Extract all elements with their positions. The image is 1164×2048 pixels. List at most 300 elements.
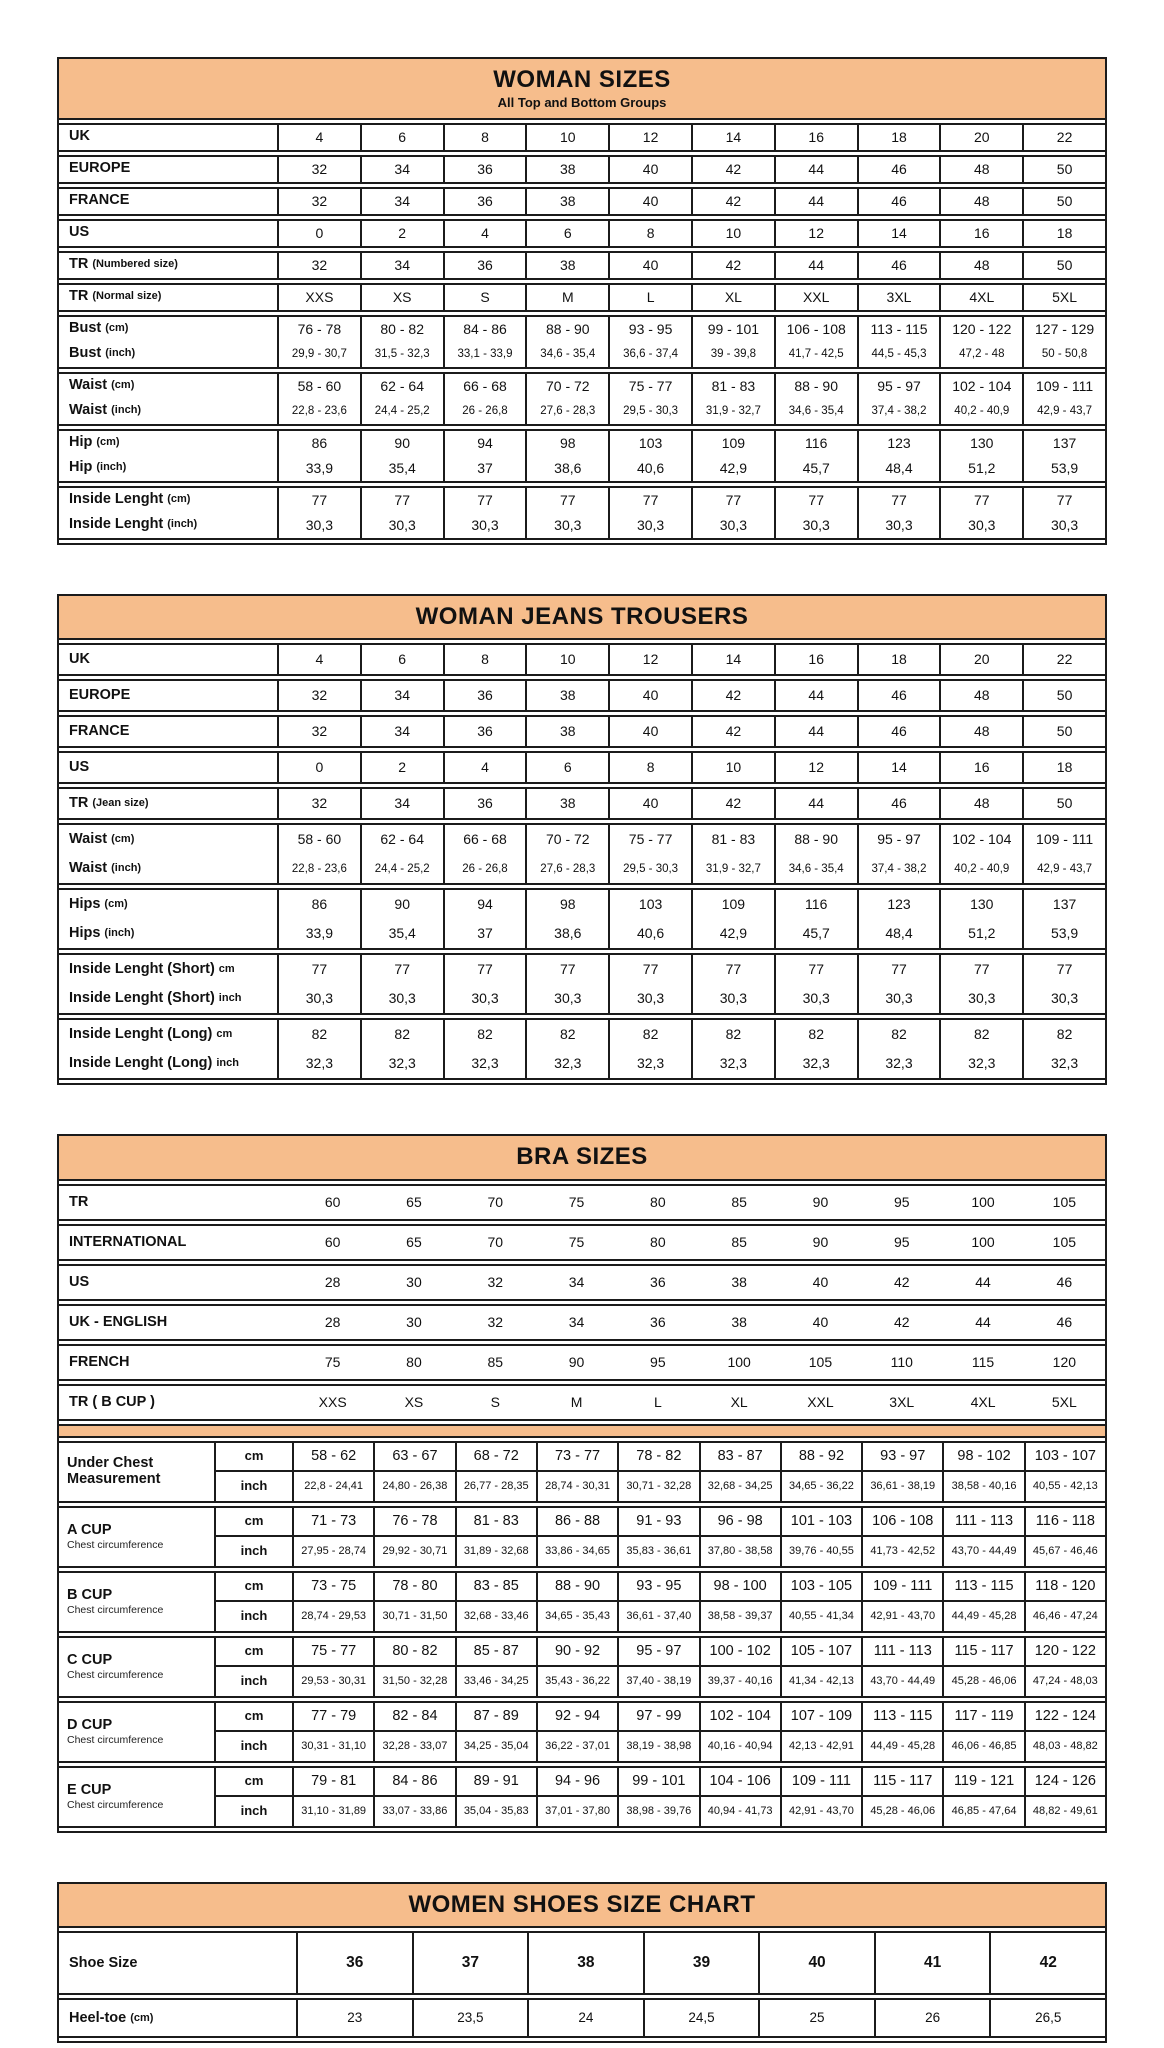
- value-cell: 90: [812, 1193, 829, 1210]
- value-cell: 37,4 - 38,2: [857, 399, 940, 424]
- value-cell: 95: [893, 1233, 910, 1250]
- value-cell: 99 - 101: [691, 317, 774, 342]
- table-row: [59, 1933, 1105, 1993]
- value-cell: 34,65 - 36,22: [780, 1472, 861, 1501]
- value-cell: 5XL: [1051, 1393, 1077, 1410]
- row-label: [59, 431, 277, 456]
- row-group: [59, 219, 1105, 248]
- value-cell: 44: [774, 681, 857, 710]
- value-cell: 38,58 - 39,37: [699, 1602, 780, 1631]
- value-cell: 30,3: [277, 513, 360, 538]
- value-cell: 34,6 - 35,4: [774, 854, 857, 883]
- value-cell: 66 - 68: [443, 374, 526, 399]
- value-cell: 84 - 86: [373, 1768, 454, 1797]
- value-cell: 32: [277, 189, 360, 214]
- value-cell: 34,6 - 35,4: [774, 399, 857, 424]
- table-row: [59, 1346, 1105, 1379]
- jeans-body: [59, 643, 1105, 1080]
- value-cell: 16: [939, 753, 1022, 782]
- value-cell: 68 - 72: [455, 1443, 536, 1472]
- value-cell: 113 - 115: [861, 1703, 942, 1732]
- row-label-main: Inside Lenght (Short): [69, 961, 215, 978]
- value-cell: 33,1 - 33,9: [443, 342, 526, 367]
- value-cell: 113 - 115: [942, 1573, 1023, 1602]
- value-cell: 100: [727, 1353, 751, 1370]
- value-cell: 82: [1022, 1020, 1105, 1049]
- value-cell: 10: [525, 645, 608, 674]
- value-cell: 36: [443, 253, 526, 278]
- row-label: [59, 1226, 292, 1259]
- value-cell: 0: [277, 753, 360, 782]
- value-cell: 51,2: [939, 456, 1022, 481]
- value-cell: 82: [525, 1020, 608, 1049]
- value-cell: 36,61 - 38,19: [861, 1472, 942, 1501]
- value-cell: 36: [443, 681, 526, 710]
- value-cell: 3XL: [857, 285, 940, 310]
- value-cell: 30,3: [277, 984, 360, 1013]
- value-cell: 82: [857, 1020, 940, 1049]
- row-group: [59, 1384, 1105, 1421]
- value-cell: 34: [568, 1313, 585, 1330]
- value-cell: 80: [406, 1353, 422, 1370]
- value-cell: 30,3: [443, 984, 526, 1013]
- value-cell: 35,83 - 36,61: [617, 1537, 698, 1566]
- value-cell: 4XL: [939, 285, 1022, 310]
- value-cell: 107 - 109: [780, 1703, 861, 1732]
- value-cell: 103: [608, 431, 691, 456]
- value-cell: 10: [525, 125, 608, 150]
- table-row: [59, 1020, 1105, 1049]
- value-cell: 84 - 86: [443, 317, 526, 342]
- cup-group: [59, 1571, 1105, 1633]
- row-label-main: TR: [69, 256, 89, 273]
- value-cell: 53,9: [1022, 456, 1105, 481]
- value-cell: 29,9 - 30,7: [277, 342, 360, 367]
- value-cell: 48: [939, 789, 1022, 818]
- value-cell: XL: [691, 285, 774, 310]
- value-cell: 103: [608, 890, 691, 919]
- value-cell: 45,67 - 46,46: [1024, 1537, 1105, 1566]
- cup-group: [59, 1506, 1105, 1568]
- value-cell: 117 - 119: [942, 1703, 1023, 1732]
- cup-label: [59, 1508, 214, 1566]
- value-cell: 50: [1022, 681, 1105, 710]
- value-cell: 6: [360, 645, 443, 674]
- value-cell: 3XL: [889, 1393, 915, 1410]
- value-cell: 10: [691, 221, 774, 246]
- table-row: [59, 125, 1105, 150]
- table-row: [59, 854, 1105, 883]
- cup-name: E CUP: [67, 1781, 112, 1798]
- value-cell: 98: [525, 890, 608, 919]
- row-label: [59, 919, 277, 948]
- value-cell: 30,3: [857, 513, 940, 538]
- value-cell: 98 - 102: [942, 1443, 1023, 1472]
- value-cell: 32,3: [939, 1049, 1022, 1078]
- value-cell: 30,3: [857, 984, 940, 1013]
- value-cell: 42,13 - 42,91: [780, 1732, 861, 1761]
- value-cell: 33,46 - 34,25: [455, 1667, 536, 1696]
- table-row: [59, 717, 1105, 746]
- value-cell: 44: [774, 189, 857, 214]
- value-cell: 86 - 88: [536, 1508, 617, 1537]
- value-cell: 22: [1022, 125, 1105, 150]
- row-label-main: US: [69, 1273, 90, 1290]
- row-label-main: UK: [69, 651, 90, 668]
- value-cell: 50: [1022, 189, 1105, 214]
- row-label-main: US: [69, 224, 90, 241]
- value-cell: 24: [527, 2000, 643, 2036]
- value-cell: 90: [568, 1353, 585, 1370]
- value-cell: 93 - 97: [861, 1443, 942, 1472]
- value-cell: 27,6 - 28,3: [525, 399, 608, 424]
- value-cell: 30,3: [360, 984, 443, 1013]
- value-cell: 27,6 - 28,3: [525, 854, 608, 883]
- row-group: [59, 283, 1105, 312]
- value-cell: 81 - 83: [691, 825, 774, 854]
- value-cell: 41,73 - 42,52: [861, 1537, 942, 1566]
- row-label-main: FRENCH: [69, 1353, 130, 1370]
- value-cell: 18: [857, 125, 940, 150]
- value-cell: 33,86 - 34,65: [536, 1537, 617, 1566]
- value-cell: 23: [296, 2000, 412, 2036]
- table-row: [59, 919, 1105, 948]
- value-cell: 42,91 - 43,70: [861, 1602, 942, 1631]
- value-cell: 46,85 - 47,64: [942, 1797, 1023, 1826]
- value-cell: 130: [939, 431, 1022, 456]
- value-cell: 32,3: [443, 1049, 526, 1078]
- value-cell: 48: [939, 253, 1022, 278]
- value-cell: 75 - 77: [608, 374, 691, 399]
- value-cell: 40,55 - 42,13: [1024, 1472, 1105, 1501]
- value-cell: 58 - 62: [292, 1443, 373, 1472]
- table-row: [59, 189, 1105, 214]
- bra-body: [59, 1184, 1105, 1828]
- row-label-main: Shoe Size: [69, 1954, 138, 1971]
- row-label: [59, 1933, 296, 1993]
- value-cell: 16: [774, 125, 857, 150]
- value-cell: 123: [857, 431, 940, 456]
- value-cell: 37,40 - 38,19: [617, 1667, 698, 1696]
- value-cell: 40,55 - 41,34: [780, 1602, 861, 1631]
- value-cell: 105 - 107: [780, 1638, 861, 1667]
- value-cell: 12: [774, 753, 857, 782]
- value-cell: 40,94 - 41,73: [699, 1797, 780, 1826]
- value-cell: 120 - 122: [939, 317, 1022, 342]
- value-cell: 36: [443, 789, 526, 818]
- value-cell: 28: [324, 1273, 341, 1290]
- value-cell: 30,3: [691, 513, 774, 538]
- row-group: [59, 679, 1105, 712]
- value-cell: 40: [608, 189, 691, 214]
- value-cell: 46: [1056, 1313, 1073, 1330]
- value-cell: 4: [277, 645, 360, 674]
- value-cell: 102 - 104: [939, 374, 1022, 399]
- value-cell: 76 - 78: [373, 1508, 454, 1537]
- value-cell: 32,3: [774, 1049, 857, 1078]
- row-label: [59, 253, 277, 278]
- value-cell: 62 - 64: [360, 825, 443, 854]
- jeans-title-band: [59, 596, 1105, 641]
- value-cell: 105: [808, 1353, 833, 1370]
- value-cell: 8: [443, 645, 526, 674]
- value-cell: 30,31 - 31,10: [292, 1732, 373, 1761]
- value-cell: 104 - 106: [699, 1768, 780, 1797]
- row-label: [59, 488, 277, 513]
- value-cell: 116: [774, 431, 857, 456]
- row-group: [59, 1224, 1105, 1261]
- row-label: [59, 1346, 292, 1379]
- value-cell: 36: [296, 1933, 412, 1993]
- cup-group: [59, 1701, 1105, 1763]
- value-cell: 18: [1022, 753, 1105, 782]
- jeans-title: WOMAN JEANS TROUSERS: [415, 602, 749, 630]
- value-cell: 38: [525, 189, 608, 214]
- value-cell: 28: [324, 1313, 341, 1330]
- value-cell: 40,2 - 40,9: [939, 854, 1022, 883]
- value-cell: 86: [277, 431, 360, 456]
- value-cell: S: [443, 285, 526, 310]
- table-row: [59, 456, 1105, 481]
- value-cell: 38: [525, 717, 608, 746]
- value-cell: 42,9: [691, 919, 774, 948]
- value-cell: 30,3: [1022, 984, 1105, 1013]
- value-cell: 42,9 - 43,7: [1022, 854, 1105, 883]
- row-label-suffix: (cm): [111, 832, 135, 845]
- value-cell: 48,03 - 48,82: [1024, 1732, 1105, 1761]
- row-label-suffix: (Numbered size): [92, 258, 178, 271]
- cup-label: [59, 1573, 214, 1631]
- cup-label: [59, 1638, 214, 1696]
- row-group: [59, 715, 1105, 748]
- value-cell: 22,8 - 24,41: [292, 1472, 373, 1501]
- table-row: [59, 253, 1105, 278]
- value-cell: 30,3: [691, 984, 774, 1013]
- value-cell: 83 - 85: [455, 1573, 536, 1602]
- row-label-main: Waist: [69, 860, 108, 877]
- table-row: [59, 789, 1105, 818]
- row-label-main: Waist: [69, 831, 108, 848]
- value-cell: 48,4: [857, 456, 940, 481]
- row-label-main: Inside Lenght (Long): [69, 1055, 213, 1072]
- value-cell: 77: [939, 955, 1022, 984]
- cup-label: [59, 1768, 214, 1826]
- value-cell: 44: [774, 253, 857, 278]
- value-cell: 30,3: [360, 513, 443, 538]
- row-group: [59, 372, 1105, 426]
- row-label: [59, 1306, 292, 1339]
- row-label-main: UK - ENGLISH: [69, 1313, 168, 1330]
- value-cell: 18: [1022, 221, 1105, 246]
- value-cell: 12: [774, 221, 857, 246]
- value-cell: 32: [277, 681, 360, 710]
- row-label-main: EUROPE: [69, 687, 131, 704]
- table-row: [59, 1186, 1105, 1219]
- value-cell: 32: [277, 157, 360, 182]
- unit-cm-label: cm: [214, 1443, 292, 1472]
- value-cell: 93 - 95: [617, 1573, 698, 1602]
- value-cell: 22,8 - 23,6: [277, 399, 360, 424]
- woman-sizes-subtitle: All Top and Bottom Groups: [497, 94, 667, 110]
- value-cell: 26 - 26,8: [443, 854, 526, 883]
- value-cell: 103 - 105: [780, 1573, 861, 1602]
- value-cell: 26,77 - 28,35: [455, 1472, 536, 1501]
- value-cell: 32,3: [857, 1049, 940, 1078]
- table-row: [59, 317, 1105, 342]
- unit-cm-label: cm: [214, 1508, 292, 1537]
- cup-name: D CUP: [67, 1716, 113, 1733]
- value-cell: 30,3: [774, 513, 857, 538]
- value-cell: 100 - 102: [699, 1638, 780, 1667]
- value-cell: 32,3: [691, 1049, 774, 1078]
- value-cell: 66 - 68: [443, 825, 526, 854]
- value-cell: 29,53 - 30,31: [292, 1667, 373, 1696]
- value-cell: 20: [939, 125, 1022, 150]
- row-label-suffix: inch: [216, 1056, 239, 1069]
- value-cell: 122 - 124: [1024, 1703, 1105, 1732]
- value-cell: 88 - 90: [525, 317, 608, 342]
- unit-inch-label: inch: [214, 1602, 292, 1631]
- row-label-suffix: (inch): [111, 404, 142, 417]
- value-cell: 100: [971, 1193, 995, 1210]
- value-cell: 88 - 92: [780, 1443, 861, 1472]
- value-cell: 32: [487, 1313, 504, 1330]
- value-cell: 45,7: [774, 919, 857, 948]
- value-cell: 92 - 94: [536, 1703, 617, 1732]
- value-cell: 30,3: [608, 513, 691, 538]
- value-cell: 36: [443, 189, 526, 214]
- value-cell: 82: [608, 1020, 691, 1049]
- value-cell: 39: [643, 1933, 759, 1993]
- table-row: [59, 1049, 1105, 1078]
- row-group: [59, 486, 1105, 540]
- value-cell: 90: [360, 890, 443, 919]
- value-cell: 23,5: [412, 2000, 528, 2036]
- table-row: [59, 399, 1105, 424]
- value-cell: 36: [650, 1273, 666, 1290]
- value-cell: 45,7: [774, 456, 857, 481]
- value-cell: 82: [443, 1020, 526, 1049]
- cup-group: [59, 1441, 1105, 1503]
- table-row: [59, 1266, 1105, 1299]
- value-cell: 36: [443, 717, 526, 746]
- value-cell: 40: [608, 157, 691, 182]
- cup-subtitle: Chest circumference: [67, 1733, 164, 1746]
- value-cell: 0: [277, 221, 360, 246]
- row-label-main: FRANCE: [69, 192, 130, 209]
- value-cell: 118 - 120: [1024, 1573, 1105, 1602]
- table-row: [59, 645, 1105, 674]
- value-cell: 34,25 - 35,04: [455, 1732, 536, 1761]
- value-cell: 40,6: [608, 919, 691, 948]
- value-cell: 42: [893, 1313, 910, 1330]
- value-cell: 88 - 90: [774, 374, 857, 399]
- value-cell: 14: [691, 125, 774, 150]
- row-label-main: Hips: [69, 896, 101, 913]
- value-cell: 33,9: [277, 919, 360, 948]
- value-cell: 32,28 - 33,07: [373, 1732, 454, 1761]
- value-cell: 22,8 - 23,6: [277, 854, 360, 883]
- value-cell: 50: [1022, 789, 1105, 818]
- value-cell: 42: [691, 717, 774, 746]
- value-cell: 137: [1022, 890, 1105, 919]
- value-cell: 81 - 83: [455, 1508, 536, 1537]
- value-cell: 96 - 98: [699, 1508, 780, 1537]
- value-cell: 103 - 107: [1024, 1443, 1105, 1472]
- row-label-suffix: (inch): [104, 926, 135, 939]
- value-cell: 36,6 - 37,4: [608, 342, 691, 367]
- cup-group: [59, 1636, 1105, 1698]
- woman-sizes-title: WOMAN SIZES: [493, 66, 671, 93]
- value-cell: 53,9: [1022, 919, 1105, 948]
- row-label-main: Waist: [69, 377, 108, 394]
- value-cell: 31,50 - 32,28: [373, 1667, 454, 1696]
- value-cell: 44,5 - 45,3: [857, 342, 940, 367]
- row-label-main: TR: [69, 1193, 89, 1210]
- value-cell: 45,28 - 46,06: [942, 1667, 1023, 1696]
- value-cell: 94: [443, 890, 526, 919]
- value-cell: 38: [525, 681, 608, 710]
- value-cell: XXL: [774, 285, 857, 310]
- value-cell: 109 - 111: [780, 1768, 861, 1797]
- row-group: [59, 1018, 1105, 1080]
- value-cell: 99 - 101: [617, 1768, 698, 1797]
- row-group: [59, 1931, 1105, 1995]
- value-cell: 42: [691, 253, 774, 278]
- value-cell: 46: [857, 253, 940, 278]
- row-label-main: FRANCE: [69, 723, 130, 740]
- row-group: [59, 315, 1105, 369]
- row-label: [59, 984, 277, 1013]
- unit-cm-label: cm: [214, 1768, 292, 1797]
- row-label: [59, 1020, 277, 1049]
- value-cell: 32: [277, 253, 360, 278]
- value-cell: 77: [277, 955, 360, 984]
- value-cell: 8: [608, 753, 691, 782]
- row-label-suffix: (Jean size): [92, 796, 149, 809]
- value-cell: 30: [406, 1313, 422, 1330]
- value-cell: 86: [277, 890, 360, 919]
- value-cell: 80 - 82: [373, 1638, 454, 1667]
- cup-subtitle: Chest circumference: [67, 1798, 164, 1811]
- row-label: [59, 157, 277, 182]
- value-cell: 95 - 97: [857, 374, 940, 399]
- row-label-main: Bust: [69, 345, 102, 362]
- value-cell: 77: [443, 955, 526, 984]
- value-cell: 115 - 117: [942, 1638, 1023, 1667]
- table-row: [59, 1386, 1105, 1419]
- value-cell: 75: [568, 1193, 585, 1210]
- value-cell: 29,92 - 30,71: [373, 1537, 454, 1566]
- row-label-main: Inside Lenght (Long): [69, 1026, 213, 1043]
- table-row: [59, 955, 1105, 984]
- value-cell: M: [525, 285, 608, 310]
- value-cell: 40,16 - 40,94: [699, 1732, 780, 1761]
- value-cell: 48,4: [857, 919, 940, 948]
- value-cell: 29,5 - 30,3: [608, 854, 691, 883]
- value-cell: 36: [443, 157, 526, 182]
- row-label-suffix: (Normal size): [92, 290, 162, 303]
- value-cell: 38,19 - 38,98: [617, 1732, 698, 1761]
- cup-label: [59, 1703, 214, 1761]
- row-label: [59, 513, 277, 538]
- value-cell: L: [653, 1393, 662, 1410]
- unit-cm-label: cm: [214, 1703, 292, 1732]
- value-cell: 43,70 - 44,49: [942, 1537, 1023, 1566]
- value-cell: 37: [443, 919, 526, 948]
- value-cell: 30: [406, 1273, 422, 1290]
- unit-inch-label: inch: [214, 1667, 292, 1696]
